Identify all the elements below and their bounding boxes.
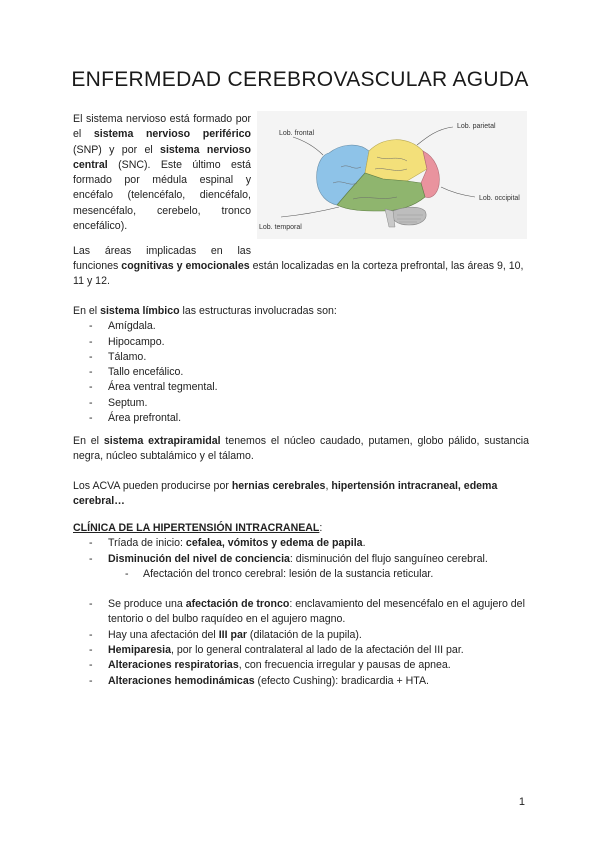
list-item: - Se produce una afectación de tronco: enclavamiento del mesencéfalo en el agujero del tentorio o del bulbo raquídeo en el agujero magno. — [73, 597, 529, 628]
clinical-heading: CLÍNICA DE LA HIPERTENSIÓN INTRACRANEAL: — [73, 522, 323, 534]
list-item: - Tálamo. — [73, 350, 529, 365]
acva-paragraph: Los ACVA pueden producirse por hernias cerebrales, hipertensión intracraneal, edema cerebral… — [73, 480, 498, 508]
extrapyramidal-paragraph: En el sistema extrapiramidal tenemos el núcleo caudado, putamen, globo pálido, sustancia negra, núcleo subtalámico y el tálamo. — [73, 435, 530, 463]
page-title: ENFERMEDAD CEREBROVASCULAR AGUDA — [71, 68, 529, 91]
intro-paragraph: El sistema nervioso está formado por el sistema nervioso periférico (SNP) y por el sistema nervioso central (SNC). Este último está formado por médula espinal y encéfalo (telencéfalo, diencéfalo, mesencéfalo, cerebelo, tronco encefálico). — [73, 113, 251, 233]
label-occipital: Lob. occipital — [479, 195, 520, 202]
list-item: - Tallo encefálico. — [73, 365, 529, 380]
list-item: - Disminución del nivel de conciencia: disminución del flujo sanguíneo cerebral. — [73, 552, 529, 567]
areas-paragraph: funciones cognitivas y emocionales están localizadas en la corteza prefrontal, las áreas 9, 10, 11 y 12. — [73, 260, 524, 288]
cerebellum — [392, 207, 426, 225]
list-item: - Hipocampo. — [73, 335, 529, 350]
areas-line1: Las áreas implicadas en las — [73, 245, 251, 257]
page-number: 1 — [518, 796, 525, 808]
clinical-list-a — [73, 536, 529, 567]
limbic-intro: En el sistema límbico las estructuras involucradas son: — [73, 305, 337, 317]
list-item: - Septum. — [73, 396, 529, 411]
brain-diagram — [257, 111, 527, 239]
limbic-section — [73, 304, 529, 426]
list-item: - Hay una afectación del III par (dilatación de la pupila). — [73, 628, 529, 643]
list-item: - Afectación del tronco cerebral: lesión de la sustancia reticular. — [73, 567, 529, 582]
list-item: - Tríada de inicio: cefalea, vómitos y edema de papila. — [73, 536, 529, 551]
list-item: - Alteraciones respiratorias, con frecuencia irregular y pausas de apnea. — [73, 658, 529, 673]
list-item: - Hemiparesia, por lo general contralateral al lado de la afectación del III par. — [73, 643, 529, 658]
list-item: - Amígdala. — [73, 319, 529, 334]
clinical-section — [73, 521, 529, 689]
label-temporal: Lob. temporal — [259, 224, 302, 231]
limbic-list — [73, 319, 529, 426]
clinical-sublist — [73, 567, 529, 582]
brain-lobes-figure — [257, 111, 527, 239]
list-item: - Área prefrontal. — [73, 411, 529, 426]
list-item: - Área ventral tegmental. — [73, 380, 529, 395]
list-item: - Alteraciones hemodinámicas (efecto Cushing): bradicardia + HTA. — [73, 674, 529, 689]
label-frontal: Lob. frontal — [279, 130, 315, 137]
label-parietal: Lob. parietal — [457, 123, 496, 130]
clinical-list-b — [73, 597, 529, 689]
